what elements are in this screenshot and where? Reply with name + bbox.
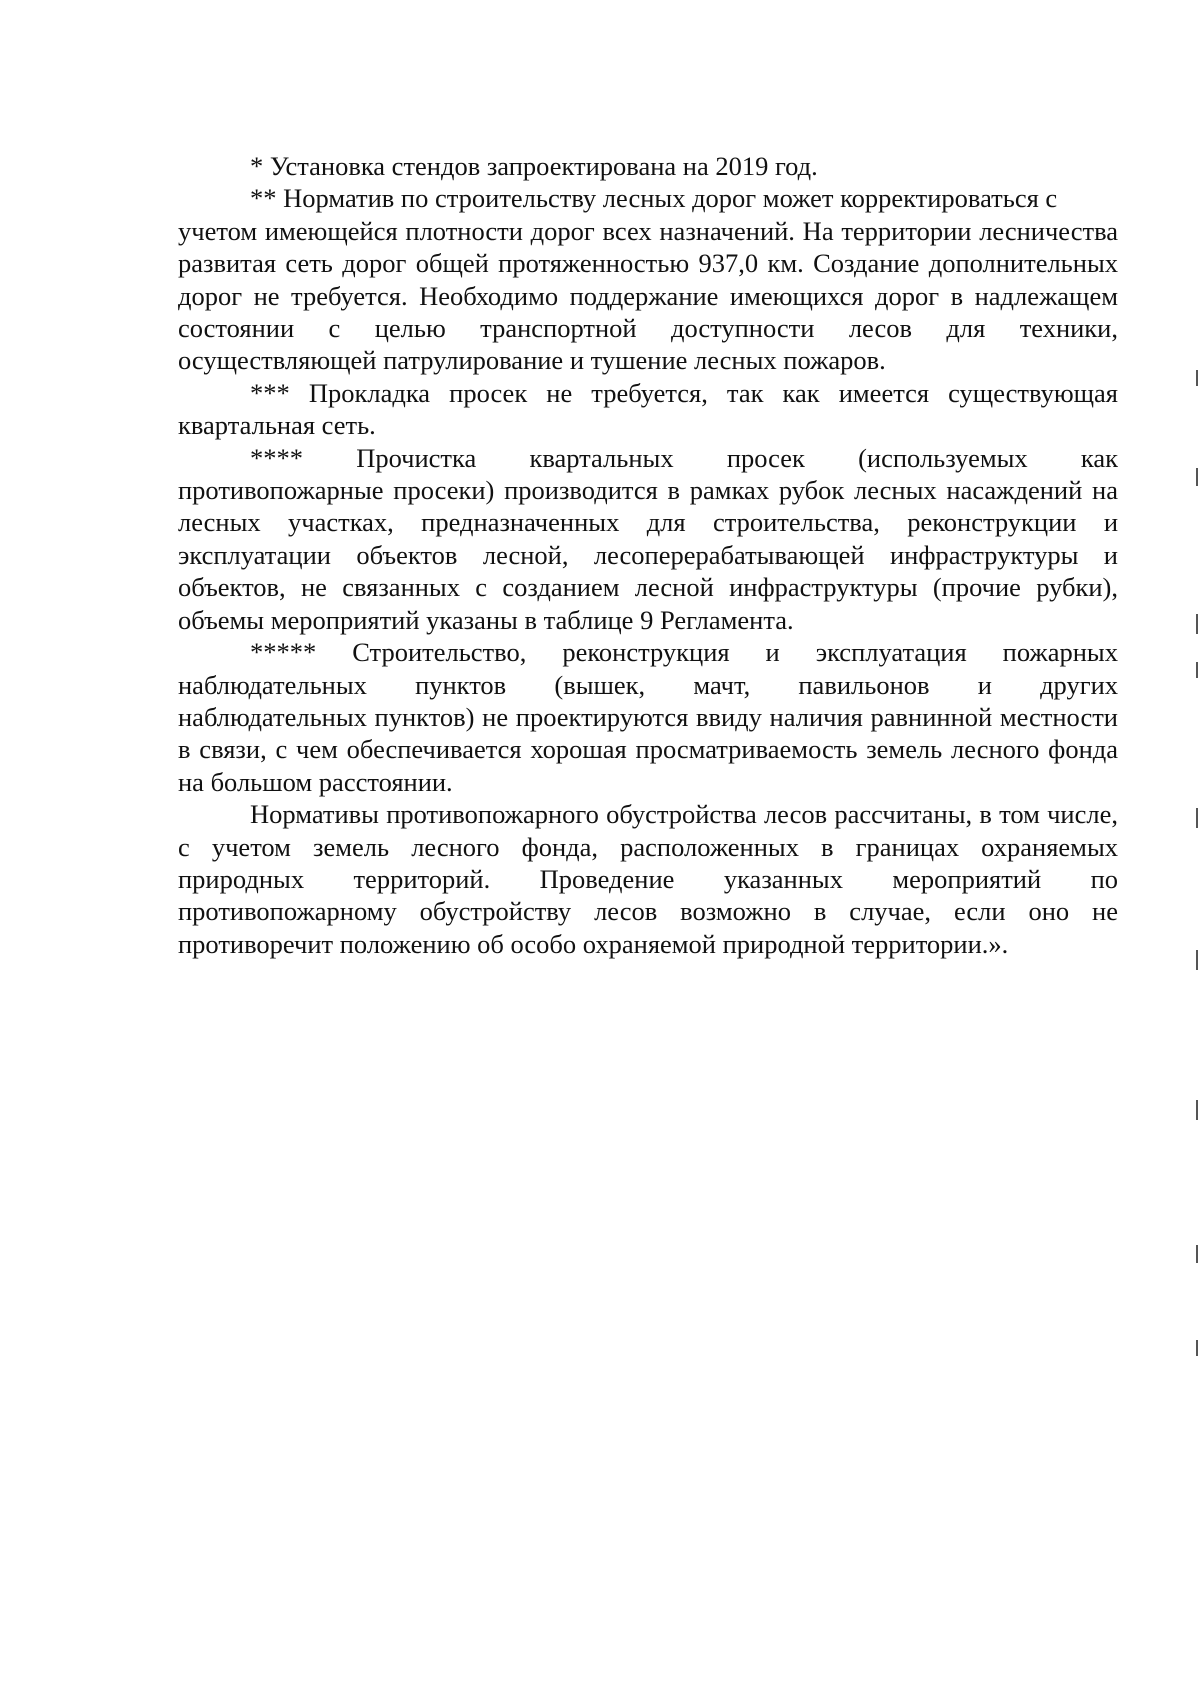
footnote-4-word: (используемых xyxy=(858,442,1028,473)
scan-edge-mark xyxy=(1196,614,1198,634)
footnote-5-word: пожарных xyxy=(1002,637,1118,668)
footnote-3: *** Прокладка просек не требуется, так как имеется существующая квартальная сеть. xyxy=(178,377,1118,441)
footnote-4-text: противопожарные просеки) производится в рамках рубок лесных насаждений на лесных участках, предназначенных для строительства, реконструкции и эксплуатации объектов лесной, лесоперерабатывающей инфраструктуры и объектов, не связанных с созданием лесной инфраструктуры (прочие рубки), объемы мероприятий указаны в таблице 9 Регламента. xyxy=(178,475,1118,635)
footnote-5-word: и xyxy=(765,637,780,668)
footnote-2-text: учетом имеющейся плотности дорог всех назначений. На территории лесничества развитая сеть дорог общей протяженностью 937,0 км. Создание дополнительных дорог не требуется. Необходимо поддержание имеющихся дорог в надлежащем состоянии с целью транспортной доступности лесов для техники, осуществляющей патрулирование и тушение лесных пожаров. xyxy=(178,215,1118,376)
footnote-5-word: мачт, xyxy=(693,669,751,700)
scan-edge-mark xyxy=(1196,1340,1198,1356)
scan-edge-mark xyxy=(1196,468,1198,486)
footnote-2-first-line: ** Норматив по строительству лесных дорог может корректироваться с xyxy=(250,183,1058,214)
footnote-4-word: квартальных xyxy=(529,442,674,473)
footnote-1: * Установка стендов запроектирована на 2019 год. xyxy=(250,151,818,181)
scan-edge-mark xyxy=(1196,1100,1198,1120)
footnote-4-word: просек xyxy=(726,442,805,473)
footnote-5-word: реконструкция xyxy=(562,637,730,668)
footnote-4-word: **** xyxy=(250,442,303,473)
footnote-5-word: ***** xyxy=(250,637,317,668)
document-body xyxy=(178,150,1118,960)
footnote-5-word: других xyxy=(1040,669,1118,700)
footnote-5-text: наблюдательных пунктов) не проектируются ввиду наличия равнинной местности в связи, с чем обеспечивается хорошая просматриваемость земель лесного фонда на большом расстоянии. xyxy=(178,701,1118,797)
footnote-5-word: пунктов xyxy=(415,669,507,700)
footnote-5-word: (вышек, xyxy=(554,669,646,700)
footnote-4-first-line xyxy=(178,442,1118,474)
scan-edge-mark xyxy=(1196,1245,1198,1263)
scan-edge-mark xyxy=(1196,808,1198,828)
footnote-4-word: Прочистка xyxy=(356,442,477,473)
footnote-5-word: павильонов xyxy=(798,669,930,700)
scan-edge-mark xyxy=(1196,662,1198,678)
footnote-5-word: и xyxy=(977,669,992,700)
footnote-5-first-line xyxy=(178,636,1118,668)
scan-edge-mark xyxy=(1196,950,1198,970)
footnote-5-word: Строительство, xyxy=(352,637,527,668)
closing-paragraph: Нормативы противопожарного обустройства лесов рассчитаны, в том числе, с учетом земель лесного фонда, расположенных в границах охраняемых природных территорий. Проведение указанных мероприятий по противопожарному обустройству лесов возможно в случае, если оно не противоречит положению об особо охраняемой природной территории.». xyxy=(178,799,1118,959)
footnote-5-word: наблюдательных xyxy=(178,669,367,700)
footnote-5-word: эксплуатация xyxy=(815,637,967,668)
footnote-4-word: как xyxy=(1080,442,1118,473)
footnote-5-second-line xyxy=(178,669,1118,701)
scan-edge-mark xyxy=(1196,370,1198,386)
